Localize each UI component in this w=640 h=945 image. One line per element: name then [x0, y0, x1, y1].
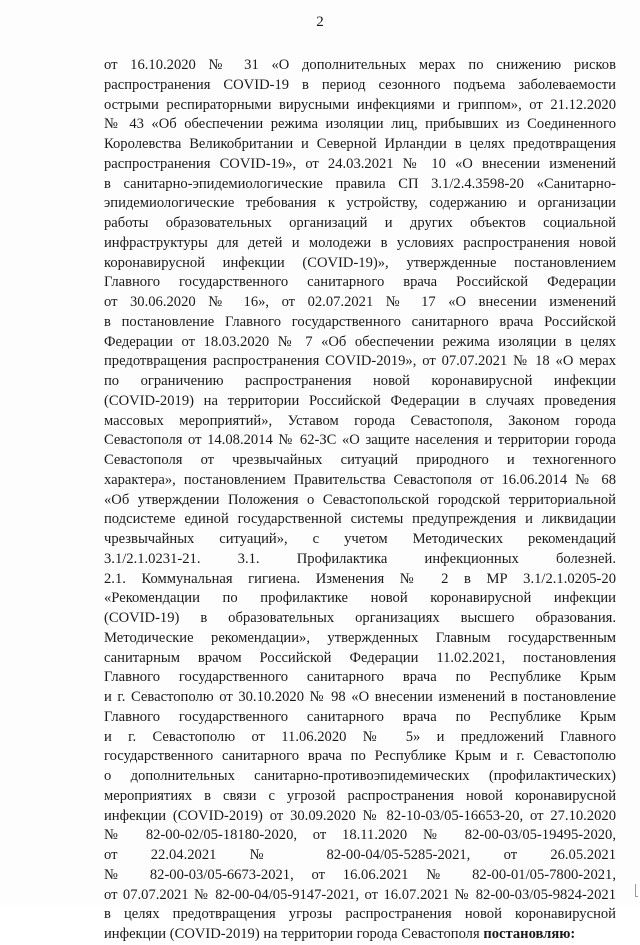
text-line: коронавирусной инфекции (COVID-19)», утвержденные постановлением	[104, 254, 616, 271]
text-line: от 22.04.2021 № 82-00-04/05-5285-2021, от 26.05.2021	[104, 847, 616, 863]
text-line: Федерации от 18.03.2020 № 7 «Об обеспечении режима изоляции в целях	[104, 333, 616, 350]
text-line: «Об утверждении Положения о Севастопольской городской территориальной	[104, 491, 616, 508]
text-line: Главного государственного санитарного врача по Республике Крым	[104, 708, 616, 725]
text-line: от 16.10.2020 № 31 «О дополнительных мерах по снижению рисков	[104, 57, 616, 73]
text-line: эпидемиологические требования к устройству, содержанию и организации	[104, 195, 616, 212]
text-line: государственного санитарного врача по Республике Крым и г. Севастополю	[104, 748, 616, 765]
text-line: чрезвычайных ситуаций», с учетом Методических рекомендаций	[104, 531, 616, 547]
text-line: инфраструктуры для детей и молодежи в условиях распространения новой	[104, 234, 616, 251]
text-line: «Рекомендации по профилактике новой коронавирусной инфекции	[104, 590, 616, 607]
text-line: № 82-00-03/05-6673-2021, от 16.06.2021 № 82-00-01/05-7800-2021,	[104, 866, 616, 883]
text-line: Главного государственного санитарного врача Российской Федерации	[104, 274, 616, 291]
text-line: № 43 «Об обеспечении режима изоляции лиц, прибывших из Соединенного	[104, 116, 616, 133]
text-line: в санитарно-эпидемиологические правила СП 3.1/2.4.3598-20 «Санитарно-	[104, 175, 616, 192]
text-line: от 30.06.2020 № 16», от 02.07.2021 № 17 «О внесении изменений	[104, 294, 616, 310]
text-line: Севастополя от 14.08.2014 № 62-ЗС «О защите населения и территории города	[104, 432, 616, 449]
text-line: 3.1/2.1.0231-21. 3.1. Профилактика инфекционных болезней.	[104, 550, 616, 567]
text-line: и г. Севастополю от 11.06.2020 № 5» и предложений Главного	[104, 728, 616, 745]
text-line: и г. Севастополю от 30.10.2020 № 98 «О внесении изменений в постановление	[104, 689, 616, 705]
text-line: предотвращения распространения COVID-2019», от 07.07.2021 № 18 «О мерах	[104, 353, 616, 370]
text-line: подсистеме единой государственной системы предупреждения и ликвидации	[104, 511, 616, 528]
page-number: 2	[316, 14, 324, 30]
text-line: (COVID-19) в образовательных организациях высшего образования.	[104, 610, 616, 626]
text-line: 2.1. Коммунальная гигиена. Изменения № 2 в МР 3.1/2.1.0205-20	[104, 570, 616, 587]
text-line: распространения COVID-19», от 24.03.2021 № 10 «О внесении изменений	[104, 155, 616, 172]
body-text	[104, 56, 616, 945]
text-line: работы образовательных организаций и других объектов социальной	[104, 215, 616, 231]
text-line: Королевства Великобритании и Северной Ирландии в целях предотвращения	[104, 136, 616, 152]
text-line: распространения COVID-19 в период сезонного подъема заболеваемости	[104, 76, 616, 93]
scan-edge-mark	[635, 884, 638, 897]
text-line: санитарным врачом Российской Федерации 11.02.2021, постановления	[104, 649, 616, 666]
resolution-word: постановляю:	[483, 926, 576, 942]
text-line: Севастополя от чрезвычайных ситуаций природного и техногенного	[104, 452, 616, 468]
text-line: Главного государственного санитарного врача по Республике Крым	[104, 669, 616, 686]
text-line: в постановление Главного государственного санитарного врача Российской	[104, 313, 616, 330]
text-line: мероприятиях в связи с угрозой распространения новой коронавирусной	[104, 787, 616, 804]
final-line-text: инфекции (COVID-2019) на территории города Севастополя	[104, 926, 484, 942]
text-line: характера», постановлением Правительства Севастополя от 16.06.2014 № 68	[104, 471, 616, 488]
text-line: от 07.07.2021 № 82-00-04/05-9147-2021, от 16.07.2021 № 82-00-03/05-9824-2021	[104, 886, 616, 903]
text-line: о дополнительных санитарно-противоэпидемических (профилактических)	[104, 768, 616, 784]
text-line: № 82-00-02/05-18180-2020, от 18.11.2020 № 82-00-03/05-19495-2020,	[104, 827, 616, 844]
final-text-line	[104, 925, 616, 945]
text-line: в целях предотвращения угрозы распространения новой коронавирусной	[104, 906, 616, 923]
text-line: острыми респираторными вирусными инфекциями и гриппом», от 21.12.2020	[104, 96, 616, 113]
text-line: (COVID-2019) на территории Российской Федерации в случаях проведения	[104, 392, 616, 409]
text-line: массовых мероприятий», Уставом города Севастополя, Законом города	[104, 412, 616, 429]
text-line: по ограничению распространения новой коронавирусной инфекции	[104, 373, 616, 389]
text-line: инфекции (COVID-2019) от 30.09.2020 № 82-10-03/05-16653-20, от 27.10.2020	[104, 807, 616, 824]
text-line: Методические рекомендации», утвержденных Главным государственным	[104, 629, 616, 646]
